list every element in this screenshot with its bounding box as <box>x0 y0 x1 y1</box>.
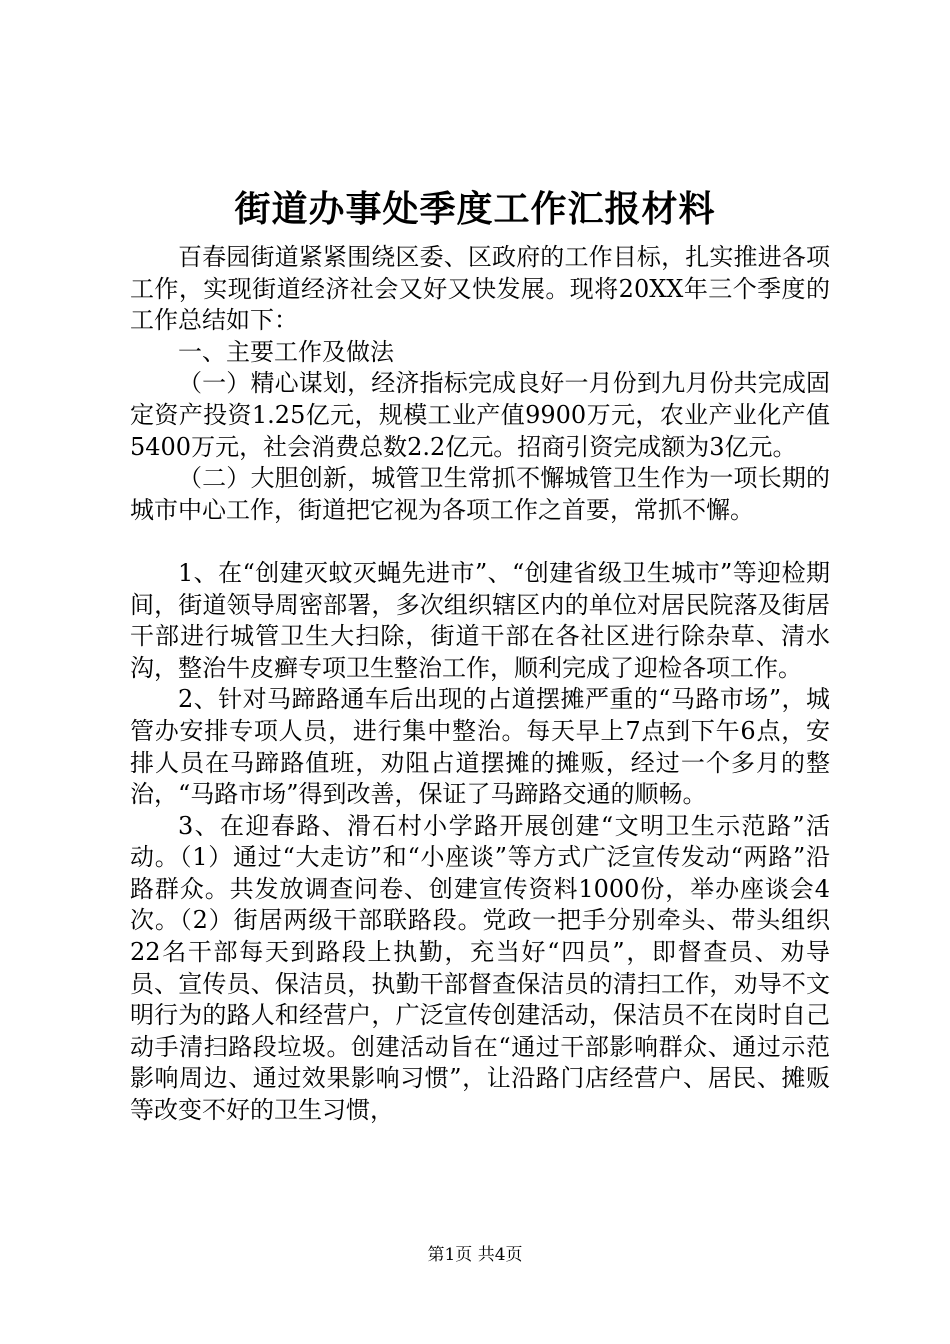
document-title: 街道办事处季度工作汇报材料 <box>234 188 716 230</box>
paragraph-intro: 百春园街道紧紧围绕区委、区政府的工作目标，扎实推进各项工作，实现街道经济社会又好又快发展。现将20XX年三个季度的工作总结如下： <box>130 243 830 335</box>
paragraph-spacer <box>130 526 830 558</box>
section-heading: 一、主要工作及做法 <box>178 337 394 366</box>
paragraph-economy: （一）精心谋划，经济指标完成良好一月份到九月份共完成固定资产投资1.25亿元，规模工业产值9900万元，农业产业化产值5400万元，社会消费总数2.2亿元。招商引资完成额为3亿元。 <box>130 369 830 461</box>
document-body <box>130 242 830 1127</box>
paragraph-item-2: 2、针对马蹄路通车后出现的占道摆摊严重的“马路市场”，城管办安排专项人员，进行集中整治。每天早上7点到下午6点，安排人员在马蹄路值班，劝阻占道摆摊的摊贩，经过一个多月的整治，“马路市场”得到改善，保证了马蹄路交通的顺畅。 <box>130 685 830 809</box>
paragraph-sanitation: （二）大胆创新，城管卫生常抓不懈城管卫生作为一项长期的城市中心工作，街道把它视为各项工作之首要，常抓不懈。 <box>130 464 830 524</box>
page-number-footer: 第1页 共4页 <box>427 1245 523 1265</box>
paragraph-item-3: 3、在迎春路、滑石村小学路开展创建“文明卫生示范路”活动。（1）通过“大走访”和“小座谈”等方式广泛宣传发动“两路”沿路群众。共发放调查问卷、创建宣传资料1000份，举办座谈会4次。（2）街居两级干部联路段。党政一把手分别牵头、带头组织22名干部每天到路段上执勤，充当好“四员”，即督查员、劝导员、宣传员、保洁员，执勤干部督查保洁员的清扫工作，劝导不文明行为的路人和经营户，广泛宣传创建活动，保洁员不在岗时自己动手清扫路段垃圾。创建活动旨在“通过干部影响群众、通过示范影响周边、通过效果影响习惯”，让沿路门店经营户、居民、摊贩等改变不好的卫生习惯， <box>130 811 830 1125</box>
paragraph-item-1: 1、在“创建灭蚊灭蝇先进市”、“创建省级卫生城市”等迎检期间，街道领导周密部署，多次组织辖区内的单位对居民院落及街居干部进行城管卫生大扫除，街道干部在各社区进行除杂草、清水沟，整治牛皮癣专项卫生整治工作，顺利完成了迎检各项工作。 <box>130 558 830 682</box>
